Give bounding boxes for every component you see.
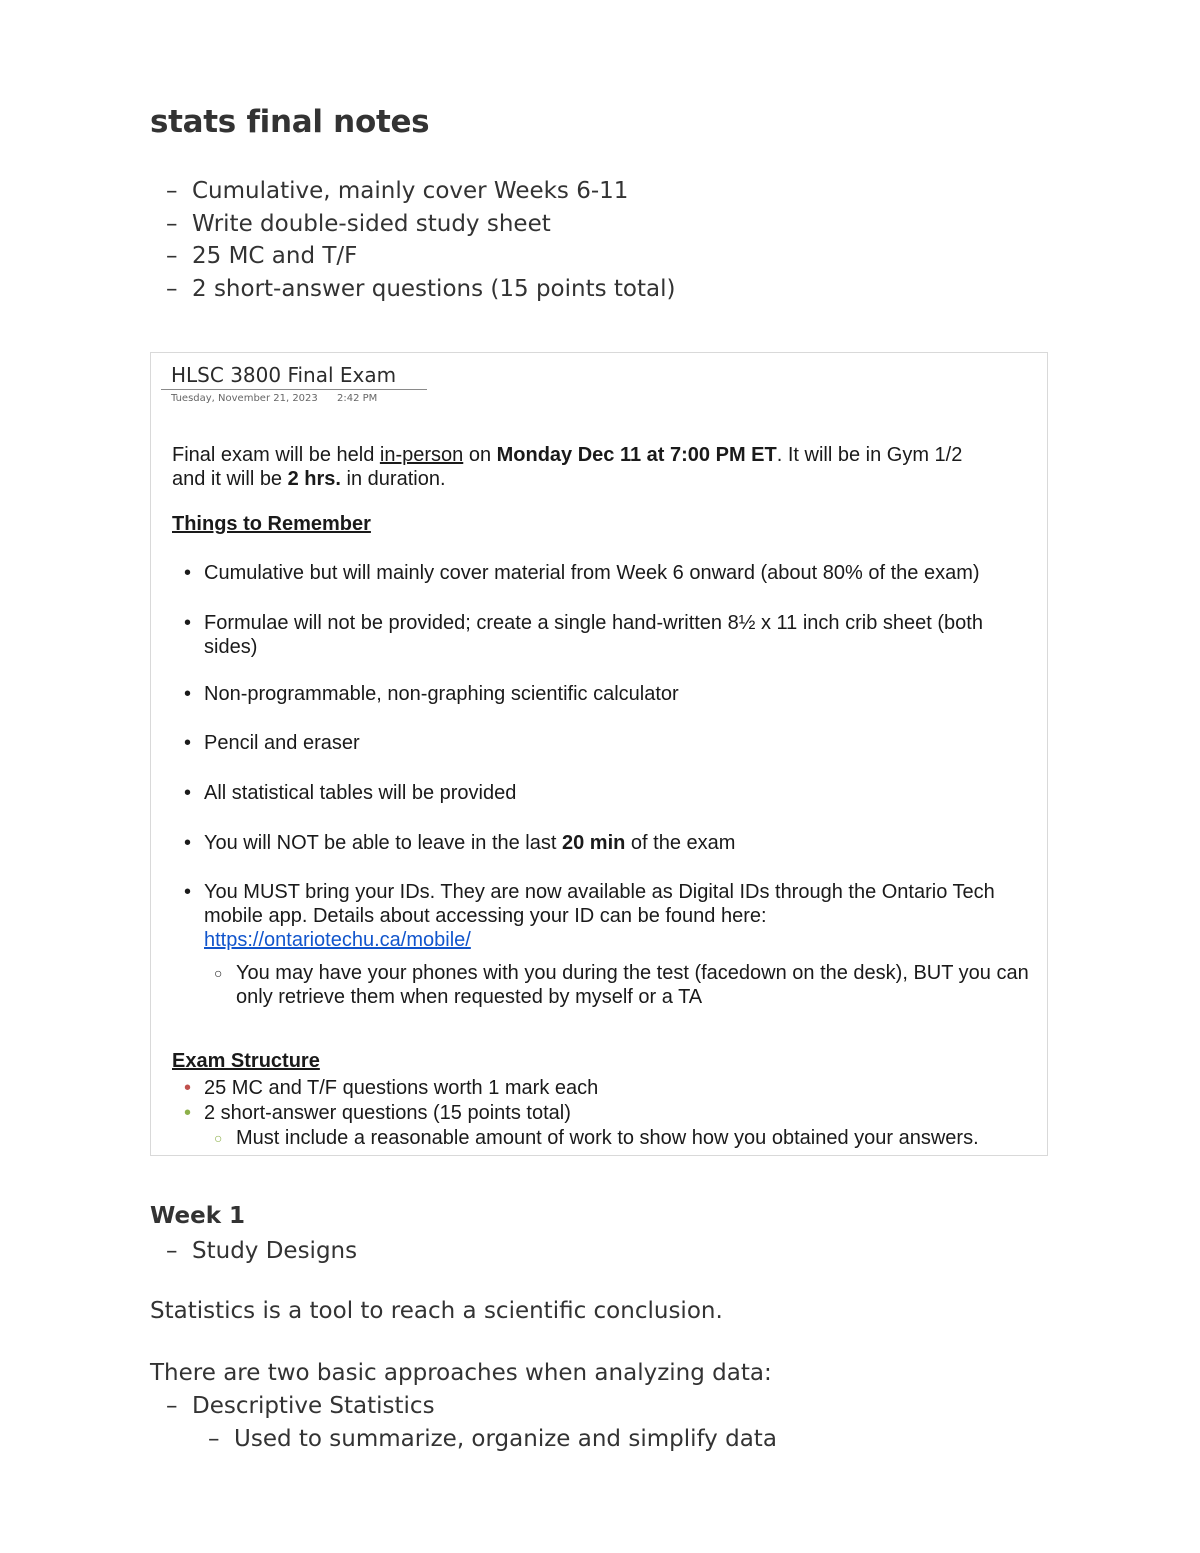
list-item-text: 2 short-answer questions (15 points total) bbox=[192, 275, 676, 302]
week-1-heading: Week 1 bbox=[150, 1203, 246, 1229]
page-title: stats final notes bbox=[150, 104, 430, 140]
dash-marker: – bbox=[166, 210, 178, 237]
statistics-definition: Statistics is a tool to reach a scientific conclusion. bbox=[150, 1298, 723, 1324]
ontariotech-mobile-link[interactable]: https://ontariotechu.ca/mobile/ bbox=[204, 929, 471, 951]
summary-list bbox=[166, 175, 675, 305]
exam-datetime: Monday Dec 11 at 7:00 PM ET bbox=[496, 444, 777, 466]
onenote-time: 2:42 PM bbox=[337, 393, 378, 404]
things-to-remember-heading: Things to Remember bbox=[172, 513, 371, 535]
circle-bullet-marker: ○ bbox=[214, 1130, 223, 1146]
bullet-marker: • bbox=[184, 732, 192, 754]
dash-marker: – bbox=[166, 178, 178, 204]
onenote-page-title: HLSC 3800 Final Exam bbox=[171, 363, 397, 387]
list-item: – Used to summarize, organize and simplify data bbox=[166, 1423, 777, 1456]
dash-marker: – bbox=[166, 1393, 178, 1419]
list-item-text: 25 MC and T/F bbox=[192, 243, 358, 269]
title-underline bbox=[161, 389, 427, 390]
bullet-marker: • bbox=[184, 562, 192, 584]
bullet-marker: • bbox=[184, 683, 192, 705]
dash-marker: – bbox=[166, 243, 178, 269]
approaches-intro: There are two basic approaches when analyzing data: bbox=[150, 1360, 772, 1386]
onenote-date: Tuesday, November 21, 2023 bbox=[171, 393, 318, 404]
list-item bbox=[166, 208, 675, 241]
bullet-marker: • bbox=[184, 881, 192, 903]
approaches-list bbox=[166, 1390, 777, 1455]
circle-bullet-marker: ○ bbox=[214, 965, 223, 981]
dash-marker: – bbox=[166, 1238, 178, 1264]
exam-intro-paragraph: Final exam will be held in-person on Monday Dec 11 at 7:00 PM ET. It will be in Gym 1/2 and it will be 2 hrs. in duration. bbox=[172, 444, 963, 490]
bullet-marker: • bbox=[184, 832, 192, 854]
list-item-text: Write double-sided study sheet bbox=[192, 210, 551, 237]
embedded-exam-screenshot: HLSC 3800 Final Exam Tuesday, November 21, 2023 2:42 PM Final exam will be held in-person on Monday Dec 11 at 7:00 PM ET. It will be in Gym 1/2 and it will be 2 hrs. in duration. Things to Remember • Cumulative but will mainly cover material from Week 6 onward (about 80% of the exam) • Formulae will not be provided; create a single hand-written 8½ x 11 inch crib sheet (both sides) • Non-programmable, non-graphing scientific calculator • Pencil and eraser • All statistical tables will be provided • You will NOT be able to leave in the last 20 min of the exam • You MUST bring your IDs. They are now available as Digital IDs through the Ontario Tech mobile app. Details about accessing your ID can be found here: https://ontariotechu.ca/mobile/ ○ You may have your phones with you during the test (facedown on the desk), BUT you can only retrieve them when requested by myself or a TA Exam Structure • 25 MC and T/F questions worth 1 mark each • 2 short-answer questions (15 points total) ○ Must include a reasonable amount of work to show how you obtained your answers. bbox=[150, 352, 1048, 1156]
exam-duration: 2 hrs. bbox=[287, 468, 341, 490]
list-item: – Study Designs bbox=[166, 1235, 357, 1268]
list-item-text: Cumulative, mainly cover Weeks 6-11 bbox=[192, 178, 629, 204]
bullet-marker: • bbox=[184, 1102, 192, 1124]
dash-marker: – bbox=[166, 275, 178, 302]
in-person-text: in-person bbox=[379, 444, 464, 466]
bullet-marker: • bbox=[184, 612, 192, 634]
dash-marker: – bbox=[208, 1425, 220, 1452]
list-item bbox=[166, 240, 675, 273]
list-item bbox=[166, 273, 675, 306]
bullet-marker: • bbox=[184, 782, 192, 804]
list-item bbox=[166, 175, 675, 208]
bullet-marker: • bbox=[184, 1077, 192, 1099]
list-item: – Descriptive Statistics bbox=[166, 1390, 777, 1423]
exam-structure-heading: Exam Structure bbox=[172, 1050, 320, 1072]
week-1-list bbox=[166, 1235, 357, 1268]
